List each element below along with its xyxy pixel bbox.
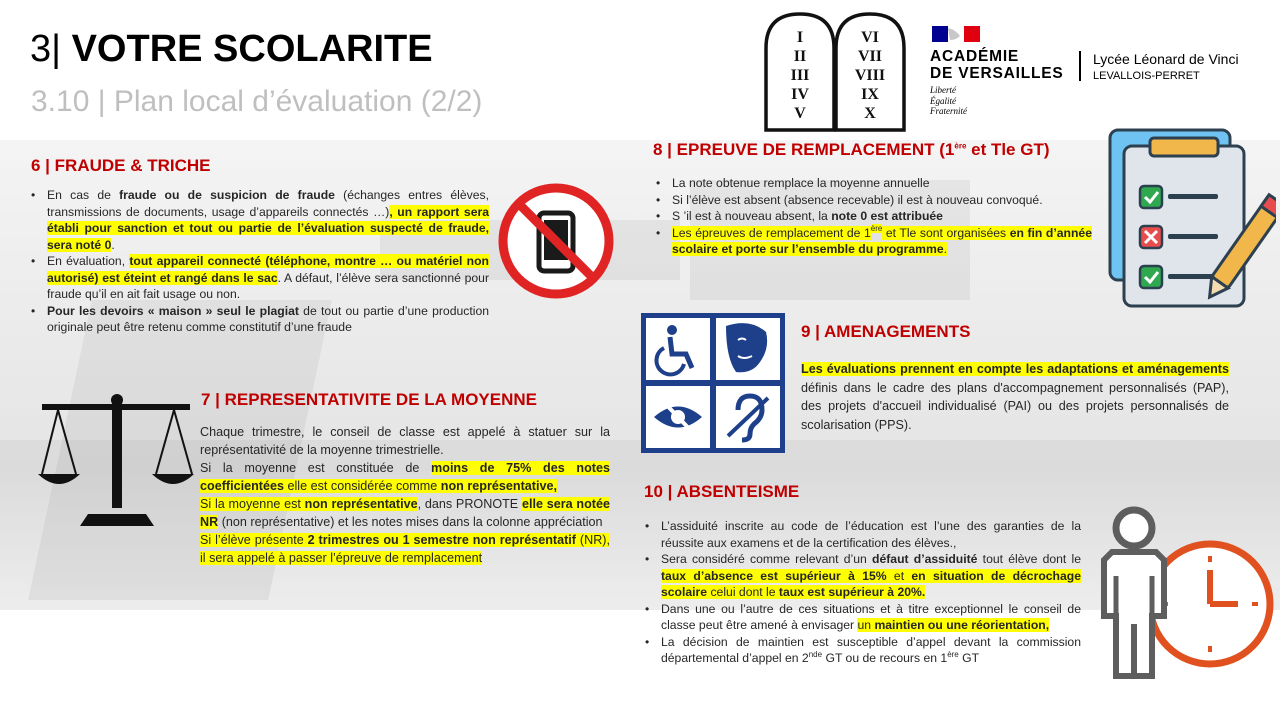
superscript: ère — [954, 141, 967, 151]
visual-disability-icon — [646, 386, 710, 448]
list-item — [47, 303, 489, 336]
lycee-logo — [1093, 51, 1273, 82]
highlighted-text: tout appareil connecté (téléphone, montre … ou matériel non autorisé) est éteint et rangé dans le sac — [47, 254, 489, 285]
logo-divider — [1079, 51, 1081, 81]
wheelchair-icon — [646, 318, 710, 380]
lycee-name: Lycée Léonard de Vinci — [1093, 51, 1239, 67]
highlighted-text: en fin d’année scolaire et porte sur l’ensemble du programme — [672, 225, 1092, 256]
tablet-numeral: X — [864, 105, 876, 122]
list-item — [672, 175, 1092, 192]
list-item — [672, 208, 1092, 225]
section-9-body — [801, 360, 1229, 434]
academie-logo — [930, 26, 1070, 126]
no-phone-icon — [498, 183, 614, 299]
text-run: défaut d’assiduité — [872, 552, 978, 566]
scales-icon — [38, 394, 194, 528]
section-10-body — [645, 518, 1081, 667]
highlighted-text: Si l’élève présente — [200, 533, 308, 547]
text-run: En évaluation, — [47, 254, 130, 268]
highlighted-text: et — [886, 568, 912, 583]
list-item — [661, 634, 1081, 667]
academie-line2: DE VERSAILLES — [930, 65, 1064, 82]
section-8-title — [653, 140, 1050, 160]
highlighted-text: non représentative — [304, 497, 418, 511]
tablet-numeral: III — [790, 67, 810, 84]
highlighted-text: . — [943, 242, 947, 256]
tablet-numeral: IV — [791, 86, 809, 103]
list-item — [661, 551, 1081, 601]
tablet-numeral: II — [793, 48, 807, 65]
tablet-numeral: V — [794, 105, 806, 122]
text-run: La note obtenue remplace la moyenne annuelle — [672, 176, 930, 190]
text-run: définis dans le cadre des plans d'accompagnement personnalisés (PAP), des projets d'accueil individualisé (PAI) ou des projets personnalisés de scolarisation (PPS). — [801, 380, 1229, 432]
accessibility-icons — [641, 313, 785, 453]
text-run: L’assiduité inscrite au code de l’éducation est l’une des garanties de la réussite aux examens et de la certification des élèves., — [661, 519, 1081, 550]
text-run: Si l’élève est absent (absence recevable) il est à nouveau convoqué. — [672, 192, 1043, 207]
section-8-body — [656, 175, 1092, 258]
text-run: . — [111, 237, 115, 252]
highlighted-text: taux d’absence est supérieur à 15% — [661, 568, 887, 583]
lycee-city: LEVALLOIS-PERRET — [1093, 70, 1200, 82]
motto-egalite: Égalité — [930, 95, 956, 106]
text-run: GT ou de recours en 1 — [822, 651, 948, 665]
superscript: ère — [870, 224, 883, 234]
highlighted-text: un — [857, 618, 875, 632]
page-title — [30, 28, 433, 71]
highlighted-text: moins de 75% des notes coefficientées — [200, 461, 610, 493]
ten-commandments-icon — [762, 10, 910, 132]
tablet-numeral: VIII — [854, 67, 886, 84]
highlighted-text: elle sera notée NR — [200, 497, 610, 529]
text-run: tout élève dont le — [977, 552, 1081, 566]
page-subtitle: 3.10 | Plan local d’évaluation (2/2) — [31, 85, 483, 118]
tablet-numeral: VI — [861, 29, 879, 46]
title-number: 3| — [30, 28, 62, 70]
tablet-numeral: IX — [861, 86, 879, 103]
text-run: Dans une ou l’autre de ces situations et à titre exceptionnel le conseil de classe peut être amené à envisager — [661, 601, 1081, 632]
text-run: fraude ou de suspicion de fraude — [119, 188, 335, 202]
list-item — [47, 187, 489, 253]
tablet-numeral: VII — [857, 48, 882, 65]
text-run: S ’il est à nouveau absent, la — [672, 209, 832, 223]
section-6-title: 6 | FRAUDE & TRICHE — [31, 156, 211, 175]
section-6-body — [31, 187, 489, 336]
superscript: nde — [808, 649, 823, 659]
highlighted-text: 2 trimestres ou 1 semestre non représentatif — [307, 533, 577, 547]
highlighted-text: elle est considérée comme — [284, 479, 441, 493]
text-run: , dans PRONOTE — [417, 497, 522, 511]
section-7-body — [200, 423, 610, 567]
highlighted-text: et Tle sont organisées — [882, 225, 1010, 240]
section-10-title: 10 | ABSENTEISME — [644, 482, 800, 501]
hearing-disability-icon — [716, 386, 780, 448]
list-item — [661, 518, 1081, 551]
motto-fraternite: Fraternité — [930, 106, 967, 116]
highlighted-text: , un rapport sera établi pour sanction et tout ou partie de l’évaluation suspecté de fraude, sera noté 0 — [47, 204, 489, 252]
motto-liberte: Liberté — [930, 85, 956, 95]
text-run: La décision de maintien est susceptible d’appel devant la commission départemental d’appel en 2 — [661, 634, 1081, 665]
list-item — [672, 225, 1092, 258]
highlighted-text: taux est supérieur à 20%. — [778, 585, 926, 599]
text-run: de tout ou partie d’une production originale peut être retenu comme constitutif d’une fraude — [47, 303, 489, 334]
text-run: GT — [958, 651, 980, 665]
text-run: 8 | EPREUVE DE REMPLACEMENT (1 — [653, 140, 955, 159]
text-run: Si la moyenne est constituée de — [200, 461, 432, 475]
list-item — [672, 192, 1092, 209]
marianne-flag-icon — [932, 26, 980, 42]
section-9-title: 9 | AMENAGEMENTS — [801, 322, 971, 341]
text-run: et Tle GT) — [966, 140, 1050, 159]
text-run: Chaque trimestre, le conseil de classe est appelé à statuer sur la représentativité de la moyenne trimestrielle. — [200, 425, 610, 457]
text-run: Pour les devoirs « maison » seul le plagiat — [47, 303, 299, 318]
text-run: (échanges entres élèves, transmissions de documents, usage d’appareils connectés …) — [47, 188, 489, 219]
text-run: . A défaut, l’élève sera sanctionné pour fraude qu’il en ait fait usage ou non. — [47, 270, 490, 301]
text-run: Sera considéré comme relevant d’un — [661, 552, 873, 566]
text-run: note 0 est attribuée — [831, 209, 943, 223]
superscript: ère — [947, 649, 959, 659]
highlighted-text: non représentative, — [440, 479, 557, 493]
highlighted-text: celui dont le — [707, 585, 779, 599]
highlighted-text: en situation de décrochage scolaire — [661, 568, 1081, 599]
text-run: (non représentative) et les notes mises dans la colonne appréciation — [218, 515, 603, 529]
highlighted-text: (NR), il sera appelé à passer l’épreuve de remplacement — [200, 533, 610, 565]
mental-disability-icon — [716, 318, 780, 380]
academie-line1: ACADÉMIE — [930, 48, 1020, 65]
list-item — [47, 253, 489, 303]
checklist-icon — [1104, 128, 1276, 310]
highlighted-text: Si la moyenne est — [200, 497, 305, 511]
tablet-numeral: I — [796, 29, 804, 46]
title-text: VOTRE SCOLARITE — [71, 28, 433, 70]
highlighted-text: maintien ou une réorientation, — [874, 618, 1050, 632]
list-item — [661, 601, 1081, 634]
person-clock-icon — [1098, 504, 1274, 680]
text-run: En cas de — [47, 188, 120, 202]
highlighted-text: Les épreuves de remplacement de 1 — [672, 225, 871, 240]
highlighted-text: Les évaluations prennent en compte les adaptations et aménagements — [801, 362, 1229, 376]
section-7-title: 7 | REPRESENTATIVITE DE LA MOYENNE — [201, 390, 537, 409]
